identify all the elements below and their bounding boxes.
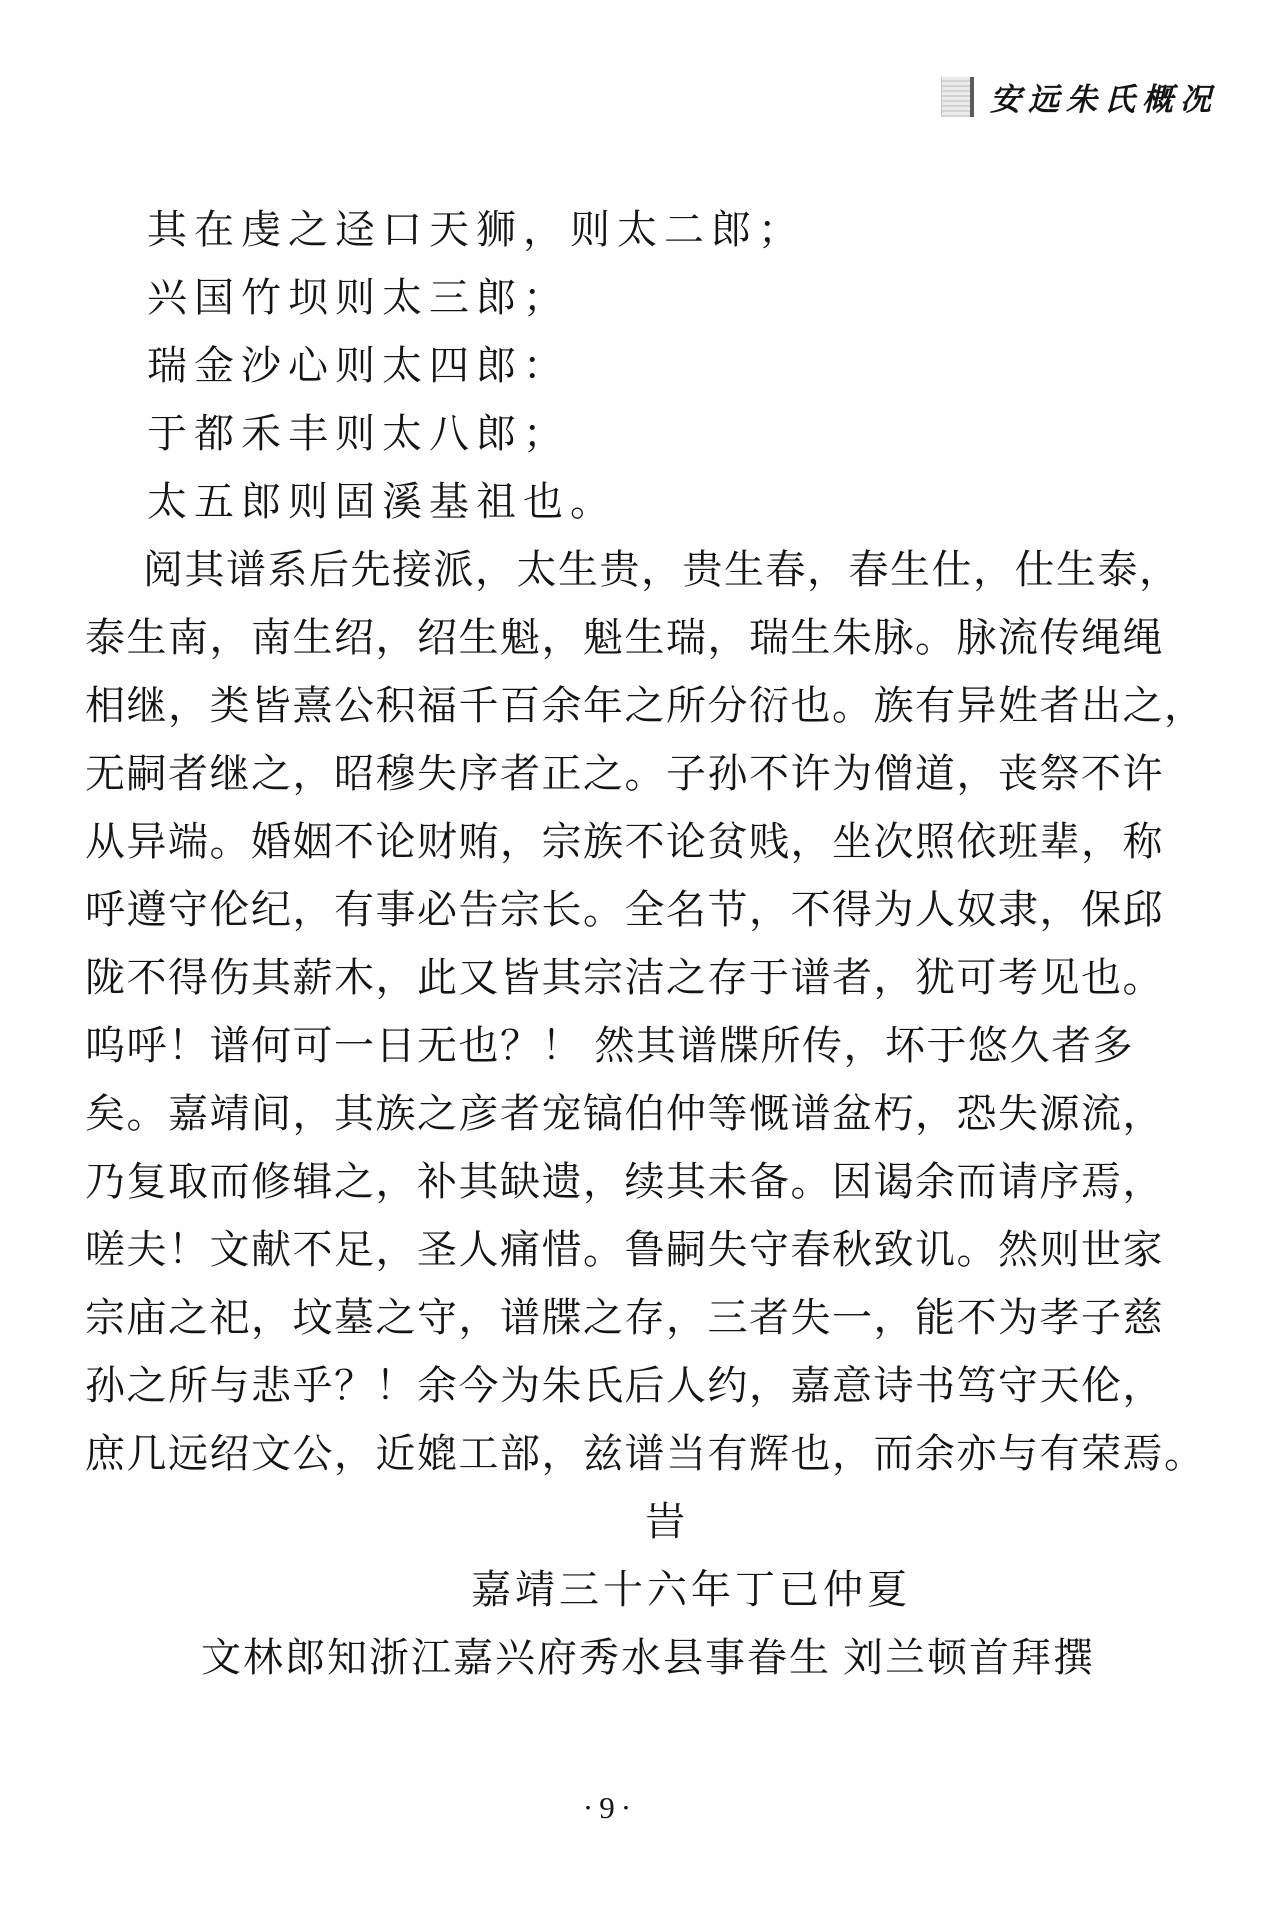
text-line: 陇不得伤其薪木，此又皆其宗洁之存于谱者，犹可考见也。 [85, 955, 1164, 1000]
text-line: 呜呼！谱何可一日无也？！ 然其谱牒所传，坏于悠久者多 [85, 1023, 1134, 1068]
main-paragraph [85, 536, 1206, 1488]
text-line: 泰生南，南生绍，绍生魁，魁生瑞，瑞生朱脉。脉流传绳绳 [85, 615, 1164, 660]
running-head [941, 74, 1218, 119]
text-line: 矣。嘉靖间，其族之彦者宠镐伯仲等慨谱盆朽，恐失源流， [85, 1091, 1164, 1136]
text-line: 庶几远绍文公，近媲工部，兹谱当有辉也，而余亦与有荣焉。 [85, 1431, 1206, 1476]
colophon-date: 嘉靖三十六年丁已仲夏 [471, 1567, 911, 1612]
running-head-title: 安远朱氏概况 [990, 82, 1218, 117]
text-line: 宗庙之祀，坟墓之守，谱牒之存，三者失一，能不为孝子慈 [85, 1295, 1164, 1340]
colophon-shi: 旹 [645, 1499, 685, 1544]
text-line: 于都禾丰则太八郎； [147, 411, 570, 456]
text-line: 其在虔之迳口天狮，则太二郎； [147, 207, 805, 252]
text-line: 从异端。婚姻不论财贿，宗族不论贫贱，坐次照依班辈，称 [85, 819, 1164, 864]
colophon [85, 1488, 1185, 1692]
text-line: 瑞金沙心则太四郎： [147, 343, 570, 388]
text-line: 孙之所与悲乎？！余今为朱氏后人约，嘉意诗书笃守天伦， [85, 1363, 1164, 1408]
text-line: 阅其谱系后先接派，太生贵，贵生春，春生仕，仕生泰， [143, 547, 1181, 592]
text-line: 乃复取而修辑之，补其缺遗，续其未备。因谒余而请序焉， [85, 1159, 1164, 1204]
page-number: ·9· [582, 1790, 638, 1825]
text-line: 兴国竹坝则太三郎； [147, 275, 570, 320]
colophon-signature: 文林郎知浙江嘉兴府秀水县事眷生 刘兰顿首拜撰 [201, 1635, 1095, 1680]
book-ornament-icon [941, 77, 974, 117]
text-line: 嗟夫！文献不足，圣人痛惜。鲁嗣失守春秋致讥。然则世家 [85, 1227, 1164, 1272]
text-line: 无嗣者继之，昭穆失序者正之。子孙不许为僧道，丧祭不许 [85, 751, 1164, 796]
opening-lines [85, 196, 1185, 536]
body-text [85, 196, 1206, 1692]
text-line: 太五郎则固溪基祖也。 [147, 479, 617, 524]
text-line: 相继，类皆熹公积福千百余年之所分衍也。族有异姓者出之， [85, 683, 1206, 728]
text-line: 呼遵守伦纪，有事必告宗长。全名节，不得为人奴隶，保邱 [85, 887, 1164, 932]
